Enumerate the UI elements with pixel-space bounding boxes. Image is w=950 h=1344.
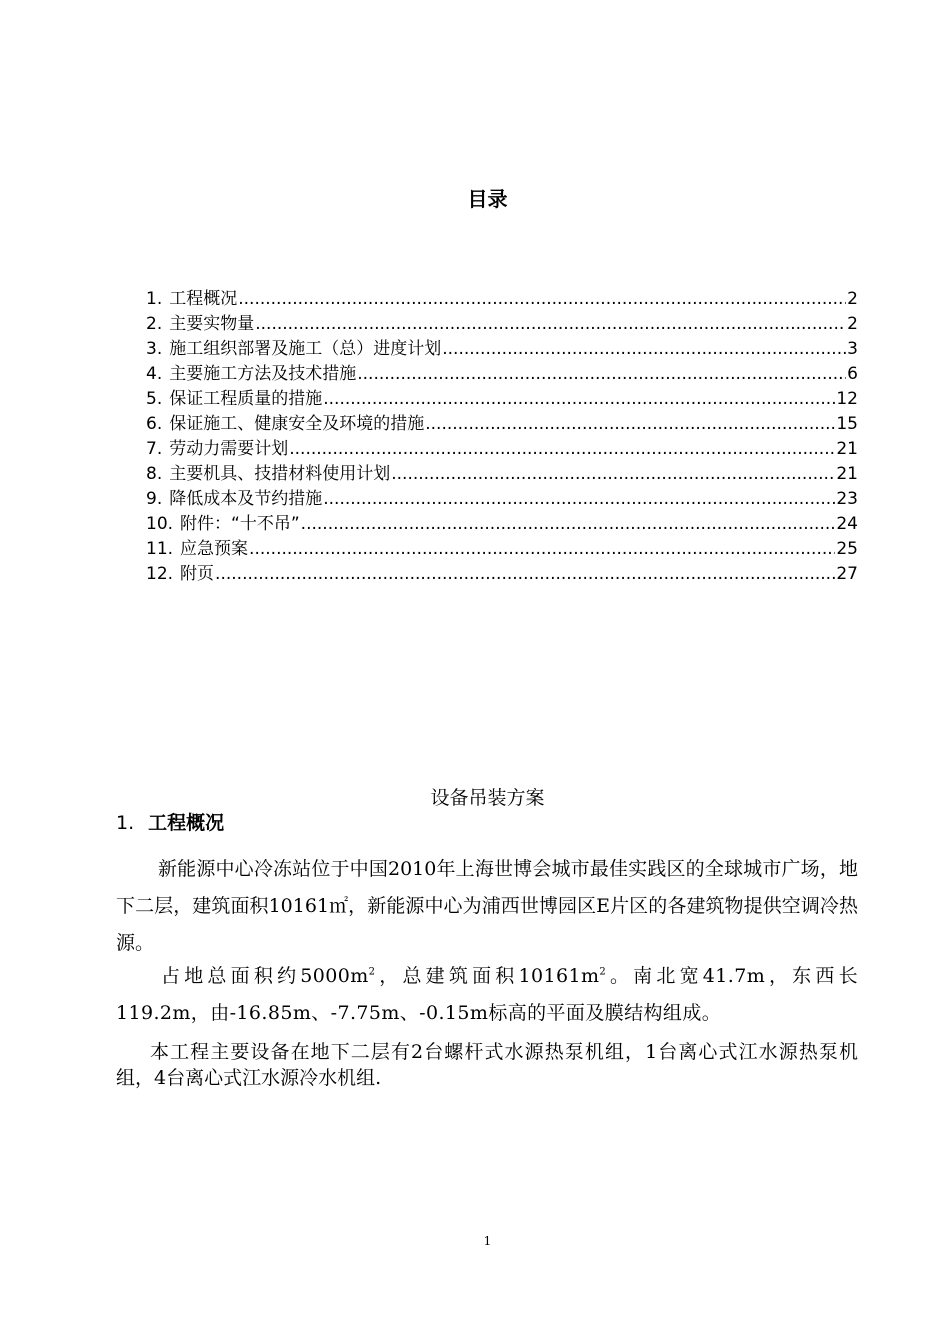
toc-entry[interactable] [146, 362, 858, 387]
toc-entry-number: 5. [146, 389, 163, 409]
toc-leader-dots [249, 537, 835, 562]
toc-leader-dots [357, 362, 846, 387]
toc-entry-text: 工程概况 [169, 289, 238, 309]
toc-entry-number: 7. [146, 439, 163, 459]
toc-leader-dots [215, 562, 835, 587]
toc-entry-text: 主要机具、技措材料使用计划 [169, 464, 391, 484]
toc-entry[interactable] [146, 537, 858, 562]
toc-entry[interactable] [146, 562, 858, 587]
toc-entry-page: 3 [847, 339, 858, 359]
section-heading [116, 810, 224, 836]
toc-entry-page: 15 [836, 414, 858, 434]
toc-entry-number: 4. [146, 364, 163, 384]
section-title: 工程概况 [148, 812, 225, 834]
toc-leader-dots [323, 487, 835, 512]
toc-entry[interactable] [146, 387, 858, 412]
toc-entry-text: 保证工程质量的措施 [169, 389, 323, 409]
toc-entry-page: 25 [836, 539, 858, 559]
toc-entry-text: 附件：“十不吊” [180, 514, 300, 534]
toc-entry-page: 2 [847, 314, 858, 334]
text-segment: 占地总面积约5000m [161, 965, 369, 987]
superscript: 2 [368, 966, 376, 978]
text-segment: 。南北宽41.7m，东西长119.2m，由-16.85m、-7.75m、-0.15m标高的平面及膜结构组成。 [116, 965, 858, 1024]
toc-entry-text: 主要实物量 [169, 314, 255, 334]
toc-title: 目录 [467, 187, 508, 211]
toc-leader-dots [289, 437, 835, 462]
toc-entry-page: 23 [836, 489, 858, 509]
toc-entry[interactable] [146, 412, 858, 437]
toc-entry[interactable] [146, 437, 858, 462]
toc-entry-number: 2. [146, 314, 163, 334]
toc-entry-text: 附页 [180, 564, 215, 584]
paragraph-project-area [116, 958, 858, 1032]
toc-leader-dots [301, 512, 836, 537]
toc-entry[interactable] [146, 287, 858, 312]
toc-entry[interactable] [146, 312, 858, 337]
toc-leader-dots [255, 312, 846, 337]
toc-entry-number: 6. [146, 414, 163, 434]
toc-entry-page: 27 [836, 564, 858, 584]
toc-leader-dots [323, 387, 835, 412]
toc-entry-page: 24 [836, 514, 858, 534]
toc-entry[interactable] [146, 337, 858, 362]
toc-leader-dots [391, 462, 835, 487]
toc-entry-number: 1. [146, 289, 163, 309]
toc-entry-text: 劳动力需要计划 [169, 439, 289, 459]
toc-entry-number: 11. [146, 539, 174, 559]
document-title: 设备吊装方案 [430, 787, 545, 809]
toc-entry[interactable] [146, 462, 858, 487]
toc-entry[interactable] [146, 512, 858, 537]
toc-entry-text: 施工组织部署及施工（总）进度计划 [169, 339, 442, 359]
toc-leader-dots [442, 337, 846, 362]
toc-leader-dots [425, 412, 835, 437]
page-number: 1 [483, 1234, 492, 1248]
toc-entry-page: 12 [836, 389, 858, 409]
toc-entry-number: 9. [146, 489, 163, 509]
toc-entry[interactable] [146, 487, 858, 512]
paragraph-project-location: 新能源中心冷冻站位于中国2010年上海世博会城市最佳实践区的全球城市广场，地下二层，建筑面积10161㎡，新能源中心为浦西世博园区E片区的各建筑物提供空调冷热源。 [116, 858, 858, 954]
toc-entry-number: 12. [146, 564, 174, 584]
toc-entry-page: 21 [836, 439, 858, 459]
toc-entry-number: 10. [146, 514, 174, 534]
table-of-contents [146, 287, 858, 587]
toc-entry-text: 保证施工、健康安全及环境的措施 [169, 414, 425, 434]
superscript: 2 [599, 966, 607, 978]
toc-entry-page: 21 [836, 464, 858, 484]
paragraph-main-equipment: 本工程主要设备在地下二层有2台螺杆式水源热泵机组，1台离心式江水源热泵机组，4台离心式江水源冷水机组. [116, 1041, 858, 1089]
toc-entry-number: 8. [146, 464, 163, 484]
toc-entry-number: 3. [146, 339, 163, 359]
toc-leader-dots [238, 287, 846, 312]
toc-entry-page: 2 [847, 289, 858, 309]
toc-entry-page: 6 [847, 364, 858, 384]
text-segment: ，总建筑面积10161m [375, 965, 600, 987]
toc-entry-text: 应急预案 [180, 539, 249, 559]
section-number: 1. [116, 812, 135, 834]
toc-entry-text: 降低成本及节约措施 [169, 489, 323, 509]
toc-entry-text: 主要施工方法及技术措施 [169, 364, 357, 384]
